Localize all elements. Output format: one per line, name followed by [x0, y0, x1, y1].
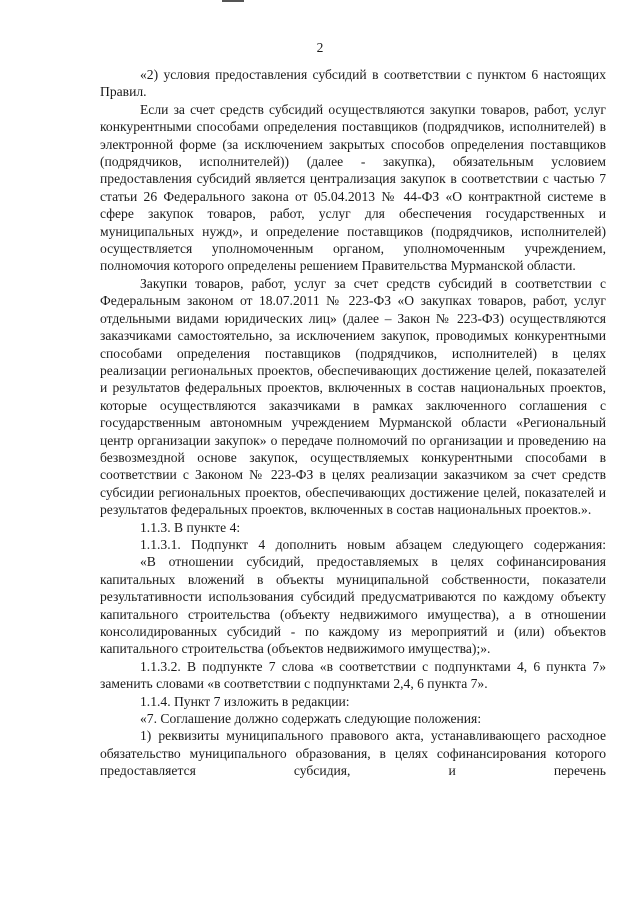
paragraph-condition-2: «2) условия предоставления субсидий в соответствии с пунктом 6 настоящих Правил. — [100, 67, 606, 100]
document-body — [100, 66, 606, 780]
paragraph-new-abzac: «В отношении субсидий, предоставляемых в целях софинансирования капитальных вложений в объекты муниципальной собственности, показатели результативности использования субсидий предусматриваются по каждому объекту капитального строительства (объекту недвижимого имущества), а в отношении консолидированных субсидий - по каждому из мероприятий и (или) объектов капитального строительства (объектов недвижимого имущества);». — [100, 554, 606, 657]
paragraph-item-1-1-3: 1.1.3. В пункте 4: — [140, 519, 241, 535]
paragraph-clause-7: «7. Соглашение должно содержать следующие положения: — [140, 711, 482, 727]
paragraph-procurement-centralization: Если за счет средств субсидий осуществляются закупки товаров, работ, услуг конкурентными способами определения поставщиков (подрядчиков, исполнителей) в электронной форме (за исключением закрытых способов определения поставщиков (подрядчиков, исполнителей)) (далее - закупка), обязательным условием предоставления субсидий является централизация закупок в соответствии с частью 7 статьи 26 Федерального закона от 05.04.2013 № 44-ФЗ «О контрактной системе в сфере закупок товаров, работ, услуг для обеспечения государственных и муниципальных нужд», и определение поставщиков (подрядчиков, исполнителей) осуществляется уполномоченным органом, уполномоченным учреждением, полномочия которого определены решением Правительства Мурманской области. — [100, 101, 606, 274]
paragraph-clause-7-1: 1) реквизиты муниципального правового акта, устанавливающего расходное обязательство муниципального образования, в целях софинансирования которого предоставляется субсидия, и перечень — [100, 728, 606, 779]
paragraph-item-1-1-3-1: 1.1.3.1. Подпункт 4 дополнить новым абзацем следующего содержания: — [140, 536, 606, 552]
page-number: 2 — [316, 40, 324, 55]
paragraph-item-1-1-3-2: 1.1.3.2. В подпункте 7 слова «в соответствии с подпунктами 4, 6 пункта 7» заменить словами «в соответствии с подпунктами 2,4, 6 пункта 7». — [100, 658, 606, 692]
paragraph-procurement-223fz: Закупки товаров, работ, услуг за счет средств субсидий в соответствии с Федеральным законом от 18.07.2011 № 223-ФЗ «О закупках товаров, работ, услуг отдельными видами юридических лиц» (далее – Закон № 223-ФЗ) осуществляются заказчиками самостоятельно, за исключением закупок, проводимых конкурентными способами определения поставщиков (подрядчиков, исполнителей) в целях реализации региональных проектов, обеспечивающих достижение целей, показателей и результатов федеральных проектов, включенных в состав национальных проектов, которые осуществляются заказчиками в рамках заключенного соглашения с государственным автономным учреждением Мурманской области «Региональный центр организации закупок» о передаче полномочий по организации и проведению на безвозмездной основе закупок, осуществляемых конкурентными способами в соответствии с Законом № 223-ФЗ в целях реализации заказчиком за счет средств субсидии региональных проектов, обеспечивающих достижение целей, показателей и результатов федеральных проектов, включенных в состав национальных проектов.». — [100, 275, 606, 518]
paragraph-item-1-1-4: 1.1.4. Пункт 7 изложить в редакции: — [140, 693, 350, 709]
top-edge-mark — [222, 0, 244, 2]
